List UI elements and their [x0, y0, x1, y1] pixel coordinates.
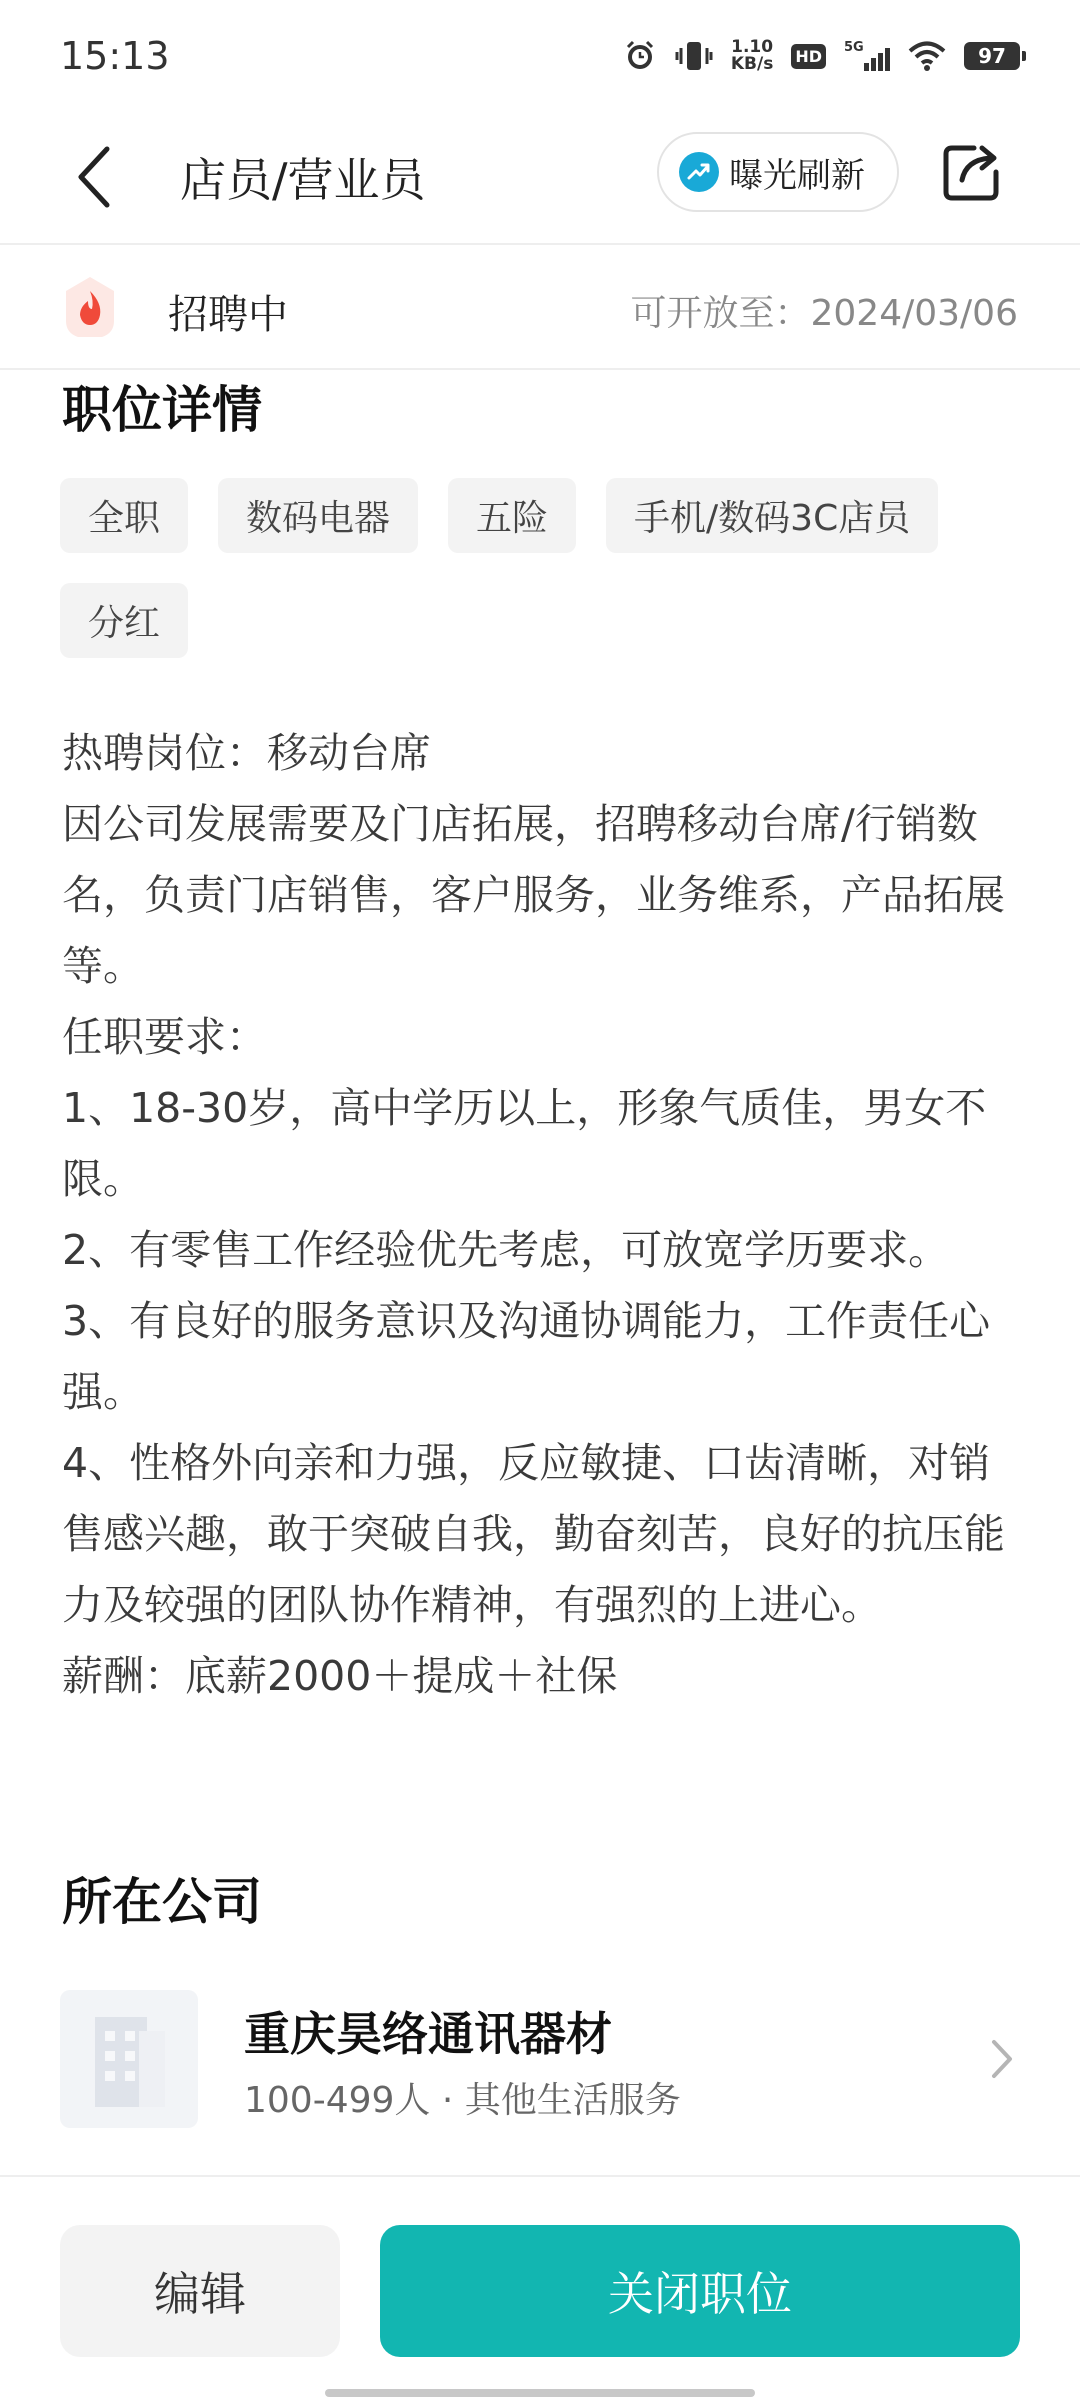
- company-card[interactable]: [60, 1990, 1020, 2130]
- status-icons: [623, 36, 1020, 76]
- job-tag: 全职: [60, 478, 188, 553]
- home-indicator[interactable]: [325, 2389, 755, 2397]
- refresh-icon: [679, 152, 719, 192]
- app-header: [0, 110, 1080, 245]
- close-position-button[interactable]: 关闭职位: [380, 2225, 1020, 2357]
- wifi-icon: [908, 40, 946, 72]
- job-details-title: 职位详情: [62, 381, 262, 439]
- edit-button[interactable]: 编辑: [60, 2225, 340, 2357]
- job-tag: 数码电器: [218, 478, 418, 553]
- share-icon[interactable]: [940, 140, 1004, 204]
- alarm-icon: [623, 39, 657, 73]
- net-speed: 1.10 KB/s: [730, 37, 774, 74]
- back-icon[interactable]: [55, 137, 135, 217]
- chevron-right-icon: [980, 2034, 1020, 2084]
- signal-icon: [844, 39, 890, 73]
- job-tag: 五险: [448, 478, 576, 553]
- company-section-title: 所在公司: [62, 1873, 262, 1931]
- job-tag: 手机/数码3C店员: [606, 478, 938, 553]
- vibrate-icon: [675, 39, 713, 73]
- refresh-label: 曝光刷新: [729, 155, 865, 196]
- page-title: 店员/营业员: [180, 153, 426, 207]
- svg-text:5G: 5G: [844, 40, 864, 55]
- status-bar: [0, 0, 1080, 110]
- status-time: 15:13: [60, 34, 170, 78]
- hd-badge: HD: [791, 44, 826, 69]
- job-tags: [60, 478, 1020, 658]
- exposure-refresh-button[interactable]: [657, 132, 899, 212]
- flame-icon: [62, 275, 118, 339]
- bottom-action-bar: [0, 2175, 1080, 2400]
- building-icon: [60, 1990, 198, 2128]
- open-until-date: 可开放至：2024/03/06: [630, 293, 1018, 334]
- job-tag: 分红: [60, 583, 188, 658]
- recruit-status-label: 招聘中: [168, 292, 288, 338]
- battery-icon: 97: [964, 42, 1020, 70]
- company-name: 重庆昊络通讯器材: [244, 2007, 612, 2061]
- recruit-status-row: [0, 245, 1080, 370]
- company-meta: 100-499人 · 其他生活服务: [244, 2080, 681, 2121]
- job-description: 热聘岗位：移动台席 因公司发展需要及门店拓展，招聘移动台席/行销数名，负责门店销售，客户服务，业务维系，产品拓展等。 任职要求： 1、18-30岁，高中学历以上，形象气质佳，男女不限。 2、有零售工作经验优先考虑，可放宽学历要求。 3、有良好的服务意识及沟通协调能力，工作责任心强。 4、性格外向亲和力强，反应敏捷、口齿清晰，对销售感兴趣，敢于突破自我，勤奋刻苦，良好的抗压能力及较强的团队协作精神，有强烈的上进心。 薪酬：底薪2000＋提成＋社保: [62, 729, 1005, 1700]
